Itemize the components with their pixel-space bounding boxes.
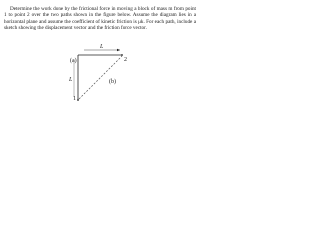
point-1-label: 1: [73, 96, 76, 102]
path-diagram: [0, 0, 200, 103]
path-b-diagonal: [79, 56, 122, 99]
point-2-marker: [121, 54, 123, 56]
vertical-length-label: L: [69, 77, 73, 83]
path-b-label: (b): [109, 79, 116, 85]
point-2-label: 2: [124, 57, 127, 63]
horizontal-length-label: L: [100, 44, 104, 50]
length-arrowhead-right: [117, 49, 120, 51]
problem-statement: Determine the work done by the frictional force in moving a block of mass m from point 1 to point 2 over the two paths shown in the figure below. Assume the diagram lies in a horizontal plane and assume the coefficient of kinetic friction is μk. For each path, include a sketch showing the displacement vector and the friction force vector.: [4, 6, 196, 32]
path-a-label: (a): [70, 58, 77, 64]
point-1-marker: [77, 99, 79, 101]
